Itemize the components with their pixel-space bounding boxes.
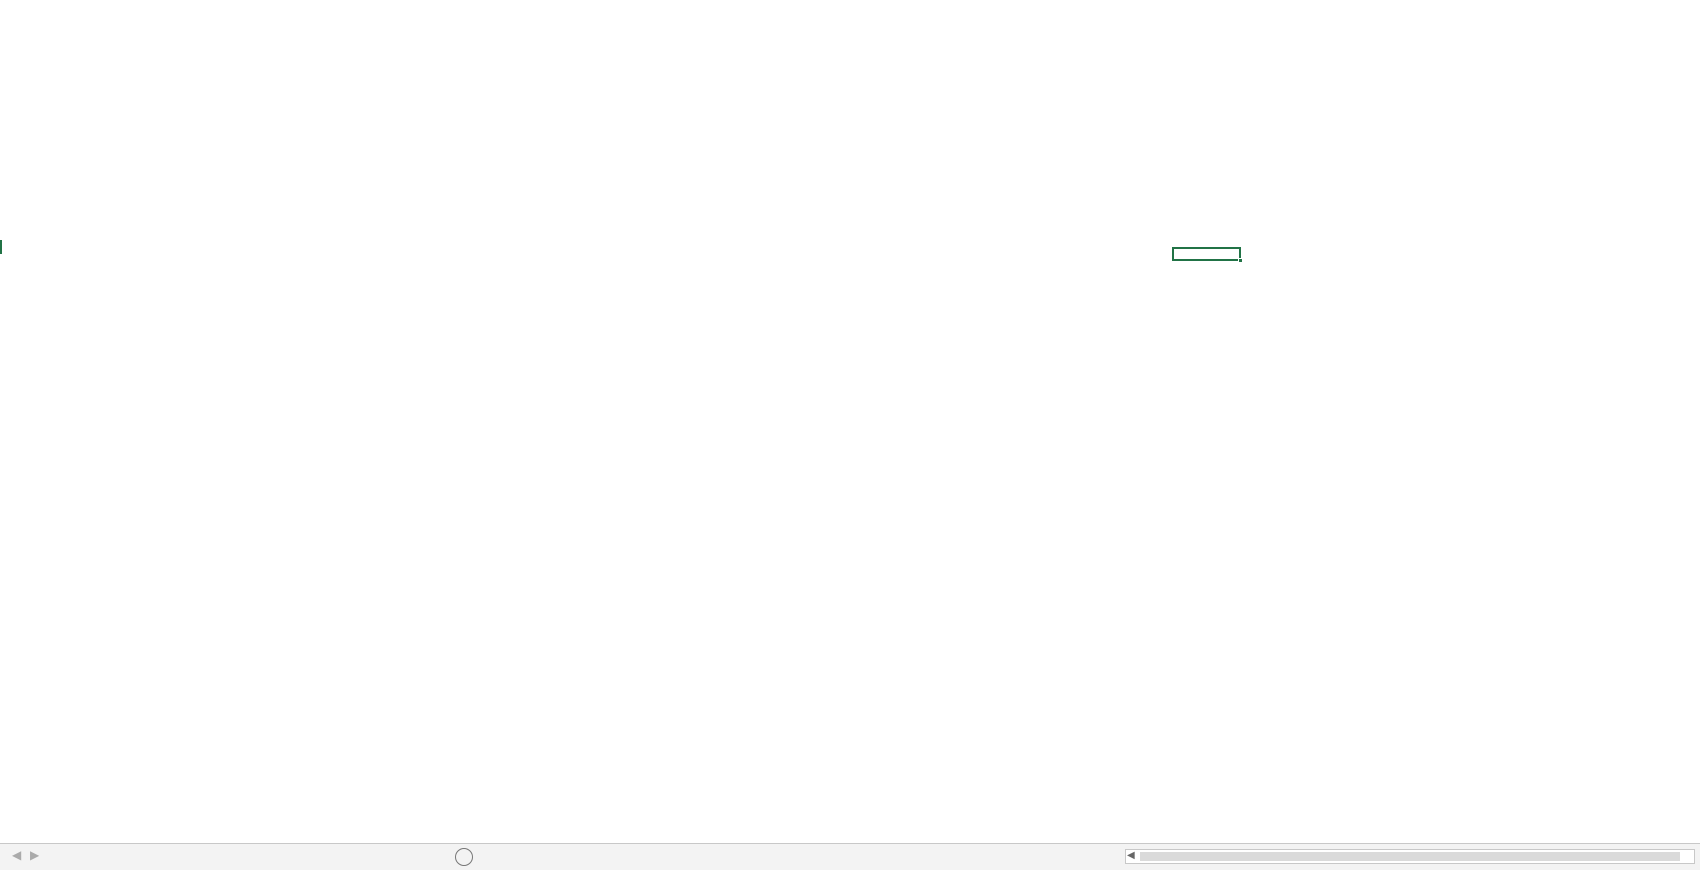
tab-scroll-right-icon[interactable]: ▶ (30, 848, 40, 862)
scroll-left-arrow-icon[interactable]: ◀ (1127, 850, 1135, 861)
selected-cell-handle[interactable] (1238, 258, 1243, 263)
tab-scroll-left-icon[interactable]: ◀ (12, 848, 22, 862)
scroll-thumb[interactable] (1140, 852, 1680, 861)
selected-cell[interactable] (1172, 247, 1241, 261)
add-sheet-button[interactable] (455, 848, 473, 866)
sheet-edge-marker (0, 240, 2, 254)
